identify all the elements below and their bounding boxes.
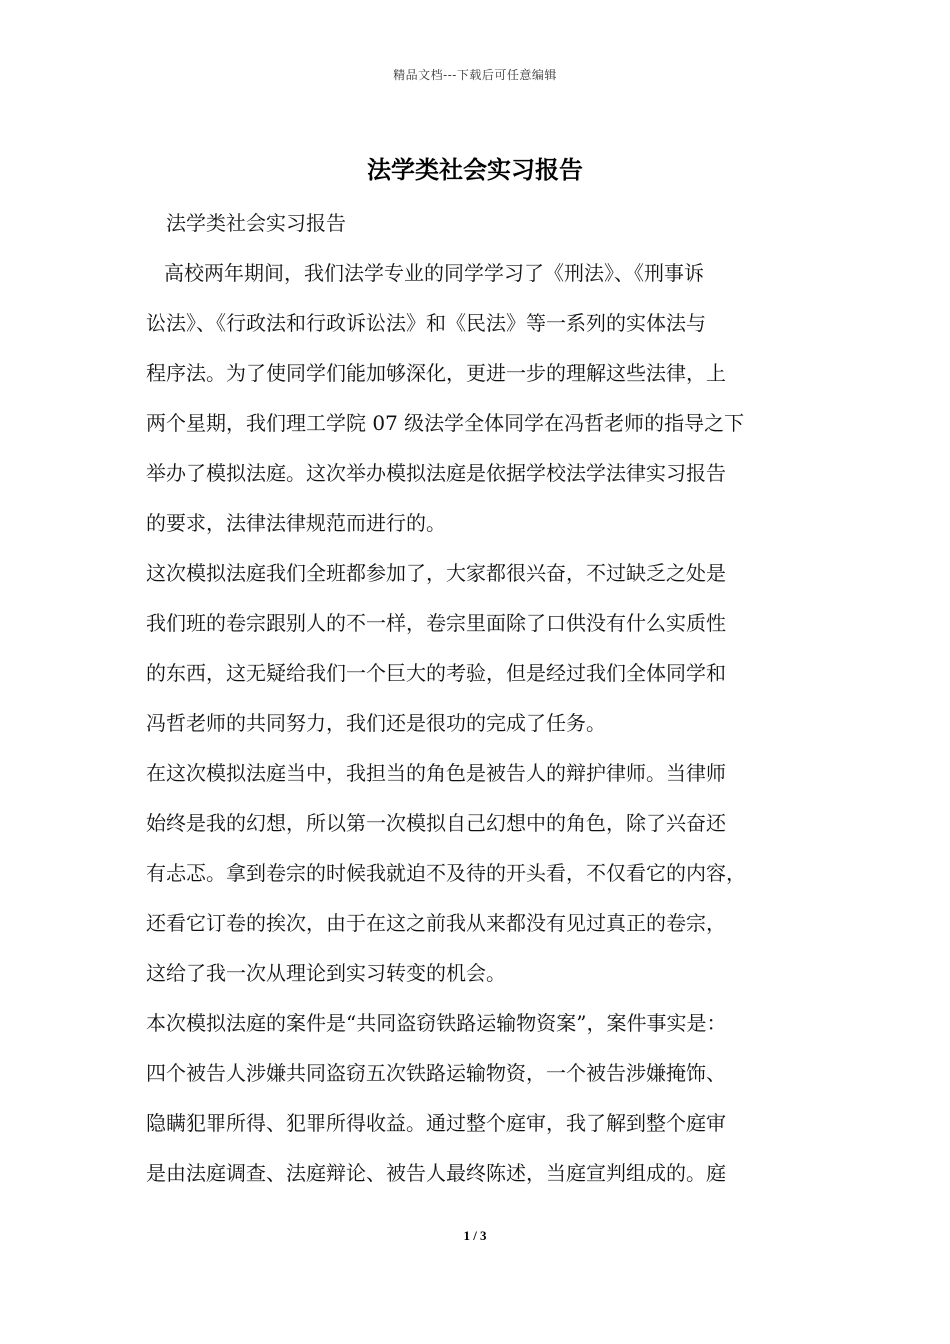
body-line: 的东西，这无疑给我们一个巨大的考验，但是经过我们全体同学和: [146, 661, 726, 685]
body-line: 四个被告人涉嫌共同盗窃五次铁路运输物资，一个被告涉嫌掩饰、: [146, 1061, 726, 1085]
body-line: 隐瞒犯罪所得、犯罪所得收益。通过整个庭审，我了解到整个庭审: [146, 1111, 726, 1135]
body-line: 举办了模拟法庭。这次举办模拟法庭是依据学校法学法律实习报告: [146, 461, 726, 485]
body-line: 两个星期，我们理工学院 07 级法学全体同学在冯哲老师的指导之下: [146, 411, 745, 435]
body-line: 是由法庭调查、法庭辩论、被告人最终陈述，当庭宣判组成的。庭: [146, 1161, 726, 1185]
body-line: 还看它订卷的挨次，由于在这之前我从来都没有见过真正的卷宗，: [146, 911, 726, 935]
subtitle-line: 法学类社会实习报告: [166, 211, 346, 235]
body-line: 始终是我的幻想，所以第一次模拟自己幻想中的角色，除了兴奋还: [146, 811, 726, 835]
page-number: 1 / 3: [463, 1228, 487, 1243]
body-line: 有忐忑。拿到卷宗的时候我就迫不及待的开头看，不仅看它的内容，: [146, 861, 746, 885]
document-title: 法学类社会实习报告: [367, 155, 583, 184]
body-line: 我们班的卷宗跟别人的不一样，卷宗里面除了口供没有什么实质性: [146, 611, 726, 635]
body-line: 程序法。为了使同学们能加够深化，更进一步的理解这些法律，上: [146, 361, 726, 385]
body-line: 在这次模拟法庭当中，我担当的角色是被告人的辩护律师。当律师: [146, 761, 726, 785]
body-line: 这给了我一次从理论到实习转变的机会。: [146, 961, 506, 985]
body-line: 冯哲老师的共同努力，我们还是很功的完成了任务。: [146, 711, 606, 735]
body-line: 高校两年期间，我们法学专业的同学学习了《刑法》、《刑事诉: [164, 261, 704, 285]
body-line: 这次模拟法庭我们全班都参加了，大家都很兴奋，不过缺乏之处是: [146, 561, 726, 585]
body-line: 讼法》、《行政法和行政诉讼法》和《民法》等一系列的实体法与: [146, 311, 706, 335]
body-line: 本次模拟法庭的案件是“共同盗窃铁路运输物资案”，案件事实是：: [146, 1011, 727, 1035]
body-line: 的要求，法律法律规范而进行的。: [146, 511, 446, 535]
header-note: 精品文档---下载后可任意编辑: [393, 68, 557, 82]
document-body: [146, 200, 818, 1200]
